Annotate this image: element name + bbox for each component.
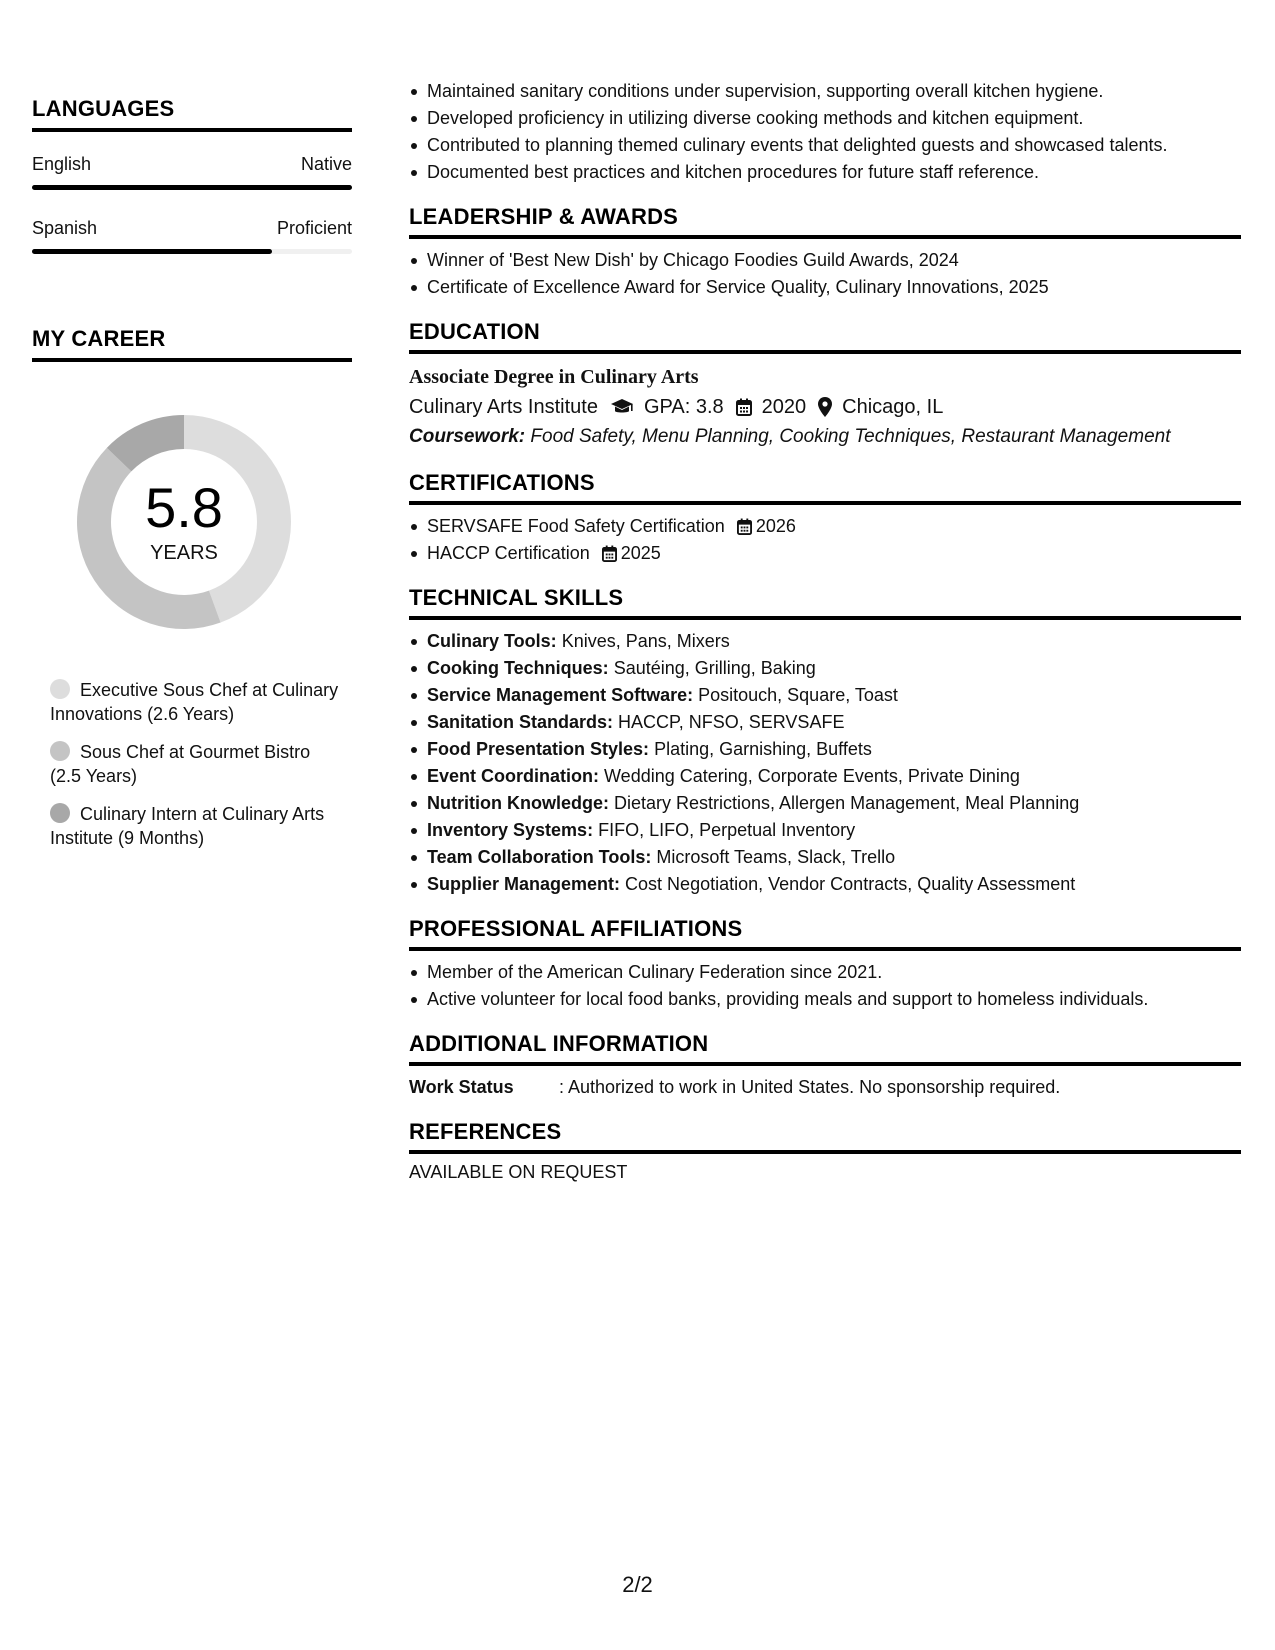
education-location: Chicago, IL [842, 396, 944, 418]
skill-value: Sautéing, Grilling, Baking [613, 658, 816, 678]
graduation-cap-icon [610, 398, 634, 416]
career-total-value: 5.8 [145, 475, 223, 539]
section-divider [409, 235, 1241, 239]
skill-item [409, 682, 1241, 709]
language-proficiency-fill [32, 185, 352, 190]
legend-item [50, 802, 340, 850]
section-divider [409, 1150, 1241, 1154]
certification-year: 2026 [755, 516, 796, 536]
technical-skills-section [409, 585, 1241, 898]
certification-name: HACCP Certification [427, 543, 590, 563]
skill-label: Food Presentation Styles: [427, 739, 650, 759]
skill-value: Wedding Catering, Corporate Events, Private Dining [604, 766, 1020, 786]
skill-item [409, 790, 1241, 817]
skill-label: Inventory Systems: [427, 820, 594, 840]
skill-value: Plating, Garnishing, Buffets [654, 739, 872, 759]
list-item: Contributed to planning themed culinary events that delighted guests and showcased talents. [409, 132, 1241, 159]
education-coursework [409, 422, 1241, 452]
legend-dot [50, 679, 70, 699]
list-item: Active volunteer for local food banks, providing meals and support to homeless individuals. [409, 986, 1241, 1013]
education-gpa: GPA: 3.8 [643, 396, 724, 418]
legend-dot [50, 741, 70, 761]
page-number: 2/2 [622, 1572, 653, 1597]
additional-info-title: ADDITIONAL INFORMATION [409, 1031, 709, 1056]
skill-value: Dietary Restrictions, Allergen Management, Meal Planning [614, 793, 1080, 813]
calendar-icon [602, 545, 617, 562]
skill-label: Culinary Tools: [427, 631, 557, 651]
skill-value: Cost Negotiation, Vendor Contracts, Quality Assessment [625, 874, 1076, 894]
additional-info-section [409, 1031, 1241, 1101]
work-status-label: Work Status [409, 1077, 514, 1097]
leadership-section [409, 204, 1241, 301]
donut-center [64, 402, 304, 642]
section-divider [409, 1062, 1241, 1066]
skill-label: Sanitation Standards: [427, 712, 614, 732]
skill-item [409, 655, 1241, 682]
legend-item [50, 740, 340, 788]
list-item [409, 513, 1241, 540]
location-pin-icon [818, 397, 832, 417]
affiliations-title: PROFESSIONAL AFFILIATIONS [409, 916, 743, 941]
languages-title: LANGUAGES [32, 96, 175, 121]
language-proficiency-bar [32, 185, 352, 190]
legend-item [50, 678, 340, 726]
skill-value: FIFO, LIFO, Perpetual Inventory [598, 820, 856, 840]
references-section [409, 1119, 1241, 1183]
technical-skills-title: TECHNICAL SKILLS [409, 585, 624, 610]
skill-value: Knives, Pans, Mixers [561, 631, 730, 651]
education-section [409, 319, 1241, 452]
career-legend [32, 678, 352, 850]
certification-name: SERVSAFE Food Safety Certification [427, 516, 725, 536]
language-level: Proficient [276, 218, 352, 238]
right-column [409, 78, 1241, 1183]
skill-item [409, 871, 1241, 898]
skill-item [409, 844, 1241, 871]
list-item: Member of the American Culinary Federation since 2021. [409, 959, 1241, 986]
skill-item [409, 763, 1241, 790]
language-english [32, 154, 352, 190]
language-name: English [32, 154, 92, 174]
language-proficiency-fill [32, 249, 272, 254]
affiliations-section [409, 916, 1241, 1013]
education-school: Culinary Arts Institute [409, 396, 598, 418]
skill-label: Team Collaboration Tools: [427, 847, 652, 867]
skill-item [409, 817, 1241, 844]
career-title: MY CAREER [32, 326, 166, 351]
list-item: Documented best practices and kitchen procedures for future staff reference. [409, 159, 1241, 186]
work-status-value: : Authorized to work in United States. No sponsorship required. [559, 1077, 1061, 1097]
calendar-icon [736, 398, 752, 416]
skill-item [409, 736, 1241, 763]
calendar-icon [737, 518, 752, 535]
education-details [409, 392, 1241, 422]
legend-label: Culinary Intern at Culinary Arts Institute (9 Months) [50, 804, 325, 848]
skill-label: Nutrition Knowledge: [427, 793, 609, 813]
language-proficiency-bar [32, 249, 352, 254]
section-divider [409, 616, 1241, 620]
section-divider [409, 350, 1241, 354]
skill-value: HACCP, NFSO, SERVSAFE [618, 712, 845, 732]
skill-label: Cooking Techniques: [427, 658, 609, 678]
section-divider [409, 947, 1241, 951]
list-item: Maintained sanitary conditions under supervision, supporting overall kitchen hygiene. [409, 78, 1241, 105]
legend-label: Sous Chef at Gourmet Bistro (2.5 Years) [50, 742, 311, 786]
career-total-unit: YEARS [150, 541, 218, 564]
references-text: AVAILABLE ON REQUEST [409, 1162, 628, 1182]
skill-label: Event Coordination: [427, 766, 599, 786]
career-section [32, 326, 352, 850]
list-item [409, 540, 1241, 567]
section-divider [32, 128, 352, 132]
coursework-value: Food Safety, Menu Planning, Cooking Techniques, Restaurant Management [530, 426, 1171, 447]
skill-value: Positouch, Square, Toast [698, 685, 898, 705]
skill-item [409, 709, 1241, 736]
certification-year: 2025 [620, 543, 661, 563]
list-item: Winner of 'Best New Dish' by Chicago Foodies Guild Awards, 2024 [409, 247, 1241, 274]
language-spanish [32, 218, 352, 254]
languages-section [32, 96, 352, 254]
legend-dot [50, 803, 70, 823]
certifications-section [409, 470, 1241, 567]
language-name: Spanish [32, 218, 98, 238]
language-level: Native [300, 154, 352, 174]
skill-item [409, 628, 1241, 655]
education-degree: Associate Degree in Culinary Arts [409, 366, 699, 388]
left-column [32, 96, 352, 864]
list-item: Certificate of Excellence Award for Service Quality, Culinary Innovations, 2025 [409, 274, 1241, 301]
work-status-row [409, 1074, 1241, 1101]
career-donut-chart [64, 402, 304, 642]
coursework-label: Coursework: [409, 426, 526, 447]
skill-value: Microsoft Teams, Slack, Trello [656, 847, 896, 867]
list-item: Developed proficiency in utilizing diverse cooking methods and kitchen equipment. [409, 105, 1241, 132]
skill-label: Supplier Management: [427, 874, 621, 894]
leadership-title: LEADERSHIP & AWARDS [409, 204, 679, 229]
education-title: EDUCATION [409, 319, 540, 344]
experience-bullets [409, 78, 1241, 186]
skill-label: Service Management Software: [427, 685, 694, 705]
section-divider [32, 358, 352, 362]
education-year: 2020 [761, 396, 807, 418]
certifications-title: CERTIFICATIONS [409, 470, 595, 495]
legend-label: Executive Sous Chef at Culinary Innovations (2.6 Years) [50, 680, 339, 724]
section-divider [409, 501, 1241, 505]
references-title: REFERENCES [409, 1119, 562, 1144]
